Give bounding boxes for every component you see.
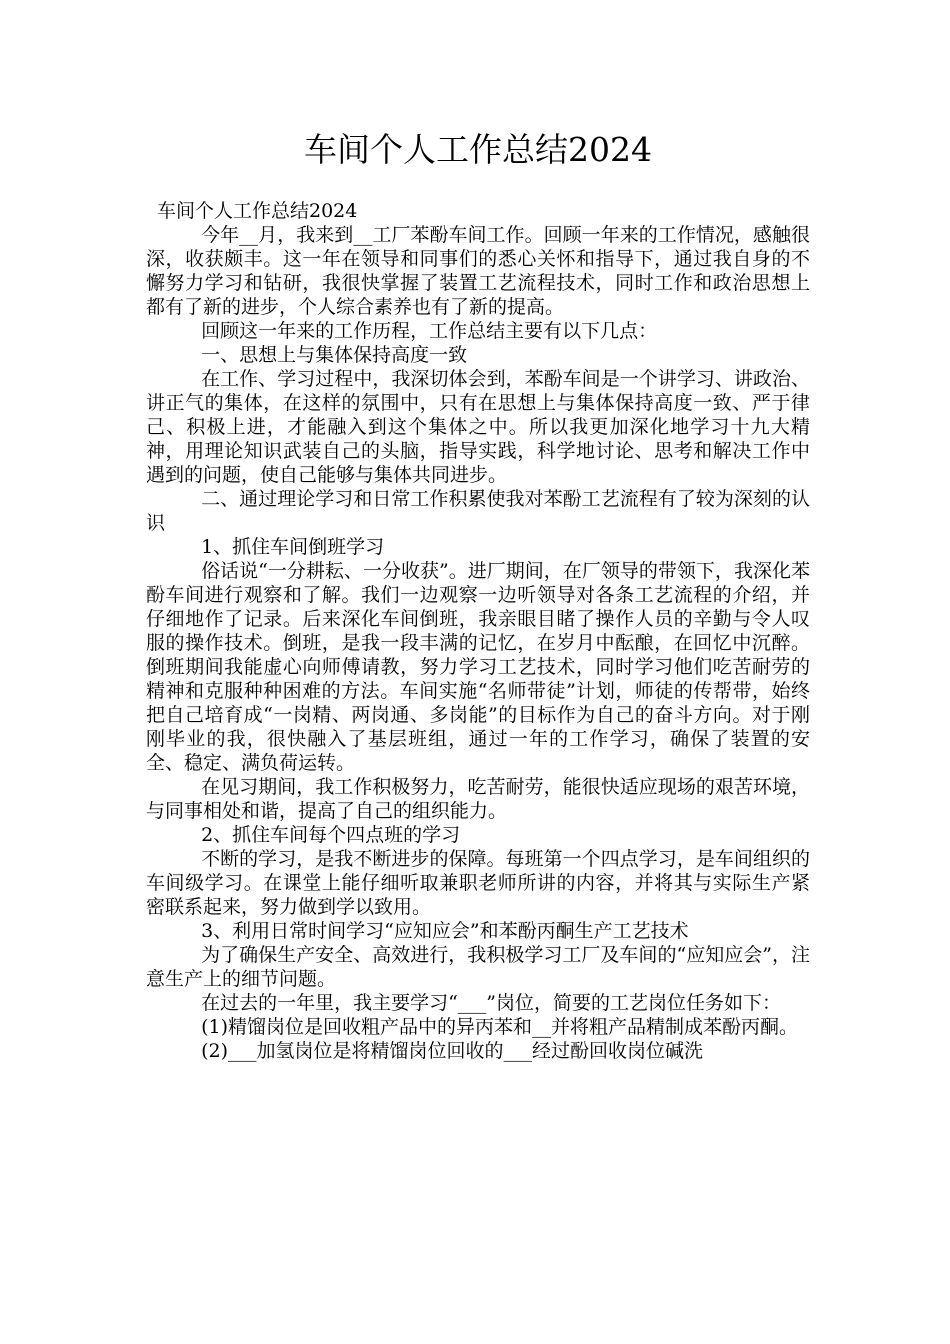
- document-title: 车间个人工作总结2024: [304, 130, 652, 169]
- paragraph-post-tasks: 在过去的一年里，我主要学习“___”岗位，简要的工艺岗位任务如下：: [201, 992, 782, 1014]
- document-body: [146, 199, 810, 1063]
- paragraph-subsection-3: 为了确保生产安全、高效进行，我积极学习工厂及车间的“应知应会”，注意生产上的细节问题。: [146, 944, 810, 990]
- paragraph-subsection-1: 俗话说“一分耕耘、一分收获”。进厂期间，在厂领导的带领下，我深化苯酚车间进行观察和了解。我们一边观察一边听领导对各条工艺流程的介绍，并仔细地作了记录。后来深化车间倒班，我亲眼目睹了操作人员的辛勤与令人叹服的操作技术。倒班，是我一段丰满的记忆，在岁月中酝酿，在回忆中沉醉。倒班期间我能虚心向师傅请教，努力学习工艺技术，同时学习他们吃苦耐劳的精神和克服种种困难的方法。车间实施“名师带徒”计划，师徒的传帮带，始终把自己培育成“一岗精、两岗通、多岗能”的目标作为自己的奋斗方向。对于刚刚毕业的我，很快融入了基层班组，通过一年的工作学习，确保了装置的安全、稳定、满负荷运转。: [146, 560, 810, 774]
- section-heading-2: 二、通过理论学习和日常工作积累使我对苯酚工艺流程有了较为深刻的认识: [146, 488, 810, 534]
- list-item-1: (1)精馏岗位是回收粗产品中的异丙苯和__并将粗产品精制成苯酚丙酮。: [201, 1016, 799, 1038]
- paragraph-summary-lead: 回顾这一年来的工作历程，工作总结主要有以下几点：: [201, 320, 658, 342]
- subsection-heading-1: 1、抓住车间倒班学习: [201, 536, 385, 558]
- subsection-heading-2: 2、抓住车间每个四点班的学习: [201, 824, 461, 846]
- list-item-2: (2)___加氢岗位是将精馏岗位回收的___经过酚回收岗位碱洗: [201, 1040, 704, 1062]
- paragraph-intro: 今年__月，我来到__工厂苯酚车间工作。回顾一年来的工作情况，感触很深，收获颇丰。这一年在领导和同事们的悉心关怀和指导下，通过我自身的不懈努力学习和钻研，我很快掌握了装置工艺流程技术，同时工作和政治思想上都有了新的进步，个人综合素养也有了新的提高。: [146, 224, 810, 318]
- paragraph-section-1: 在工作、学习过程中，我深切体会到，苯酚车间是一个讲学习、讲政治、讲正气的集体，在这样的氛围中，只有在思想上与集体保持高度一致、严于律己、积极上进，才能融入到这个集体之中。所以我更加深化地学习十九大精神，用理论知识武装自己的头脑，指导实践，科学地讨论、思考和解决工作中遇到的问题，使自己能够与集体共同进步。: [146, 368, 810, 486]
- paragraph-subsection-2: 不断的学习，是我不断进步的保障。每班第一个四点学习，是车间组织的车间级学习。在课堂上能仔细听取兼职老师所讲的内容，并将其与实际生产紧密联系起来，努力做到学以致用。: [146, 848, 810, 918]
- section-heading-1: 一、思想上与集体保持高度一致: [201, 344, 468, 366]
- paragraph-internship: 在见习期间，我工作积极努力，吃苦耐劳，能很快适应现场的艰苦环境，与同事相处和谐，提高了自己的组织能力。: [146, 776, 810, 822]
- document-subtitle: 车间个人工作总结2024: [157, 200, 358, 222]
- subsection-heading-3: 3、利用日常时间学习“应知应会”和苯酚丙酮生产工艺技术: [201, 920, 689, 942]
